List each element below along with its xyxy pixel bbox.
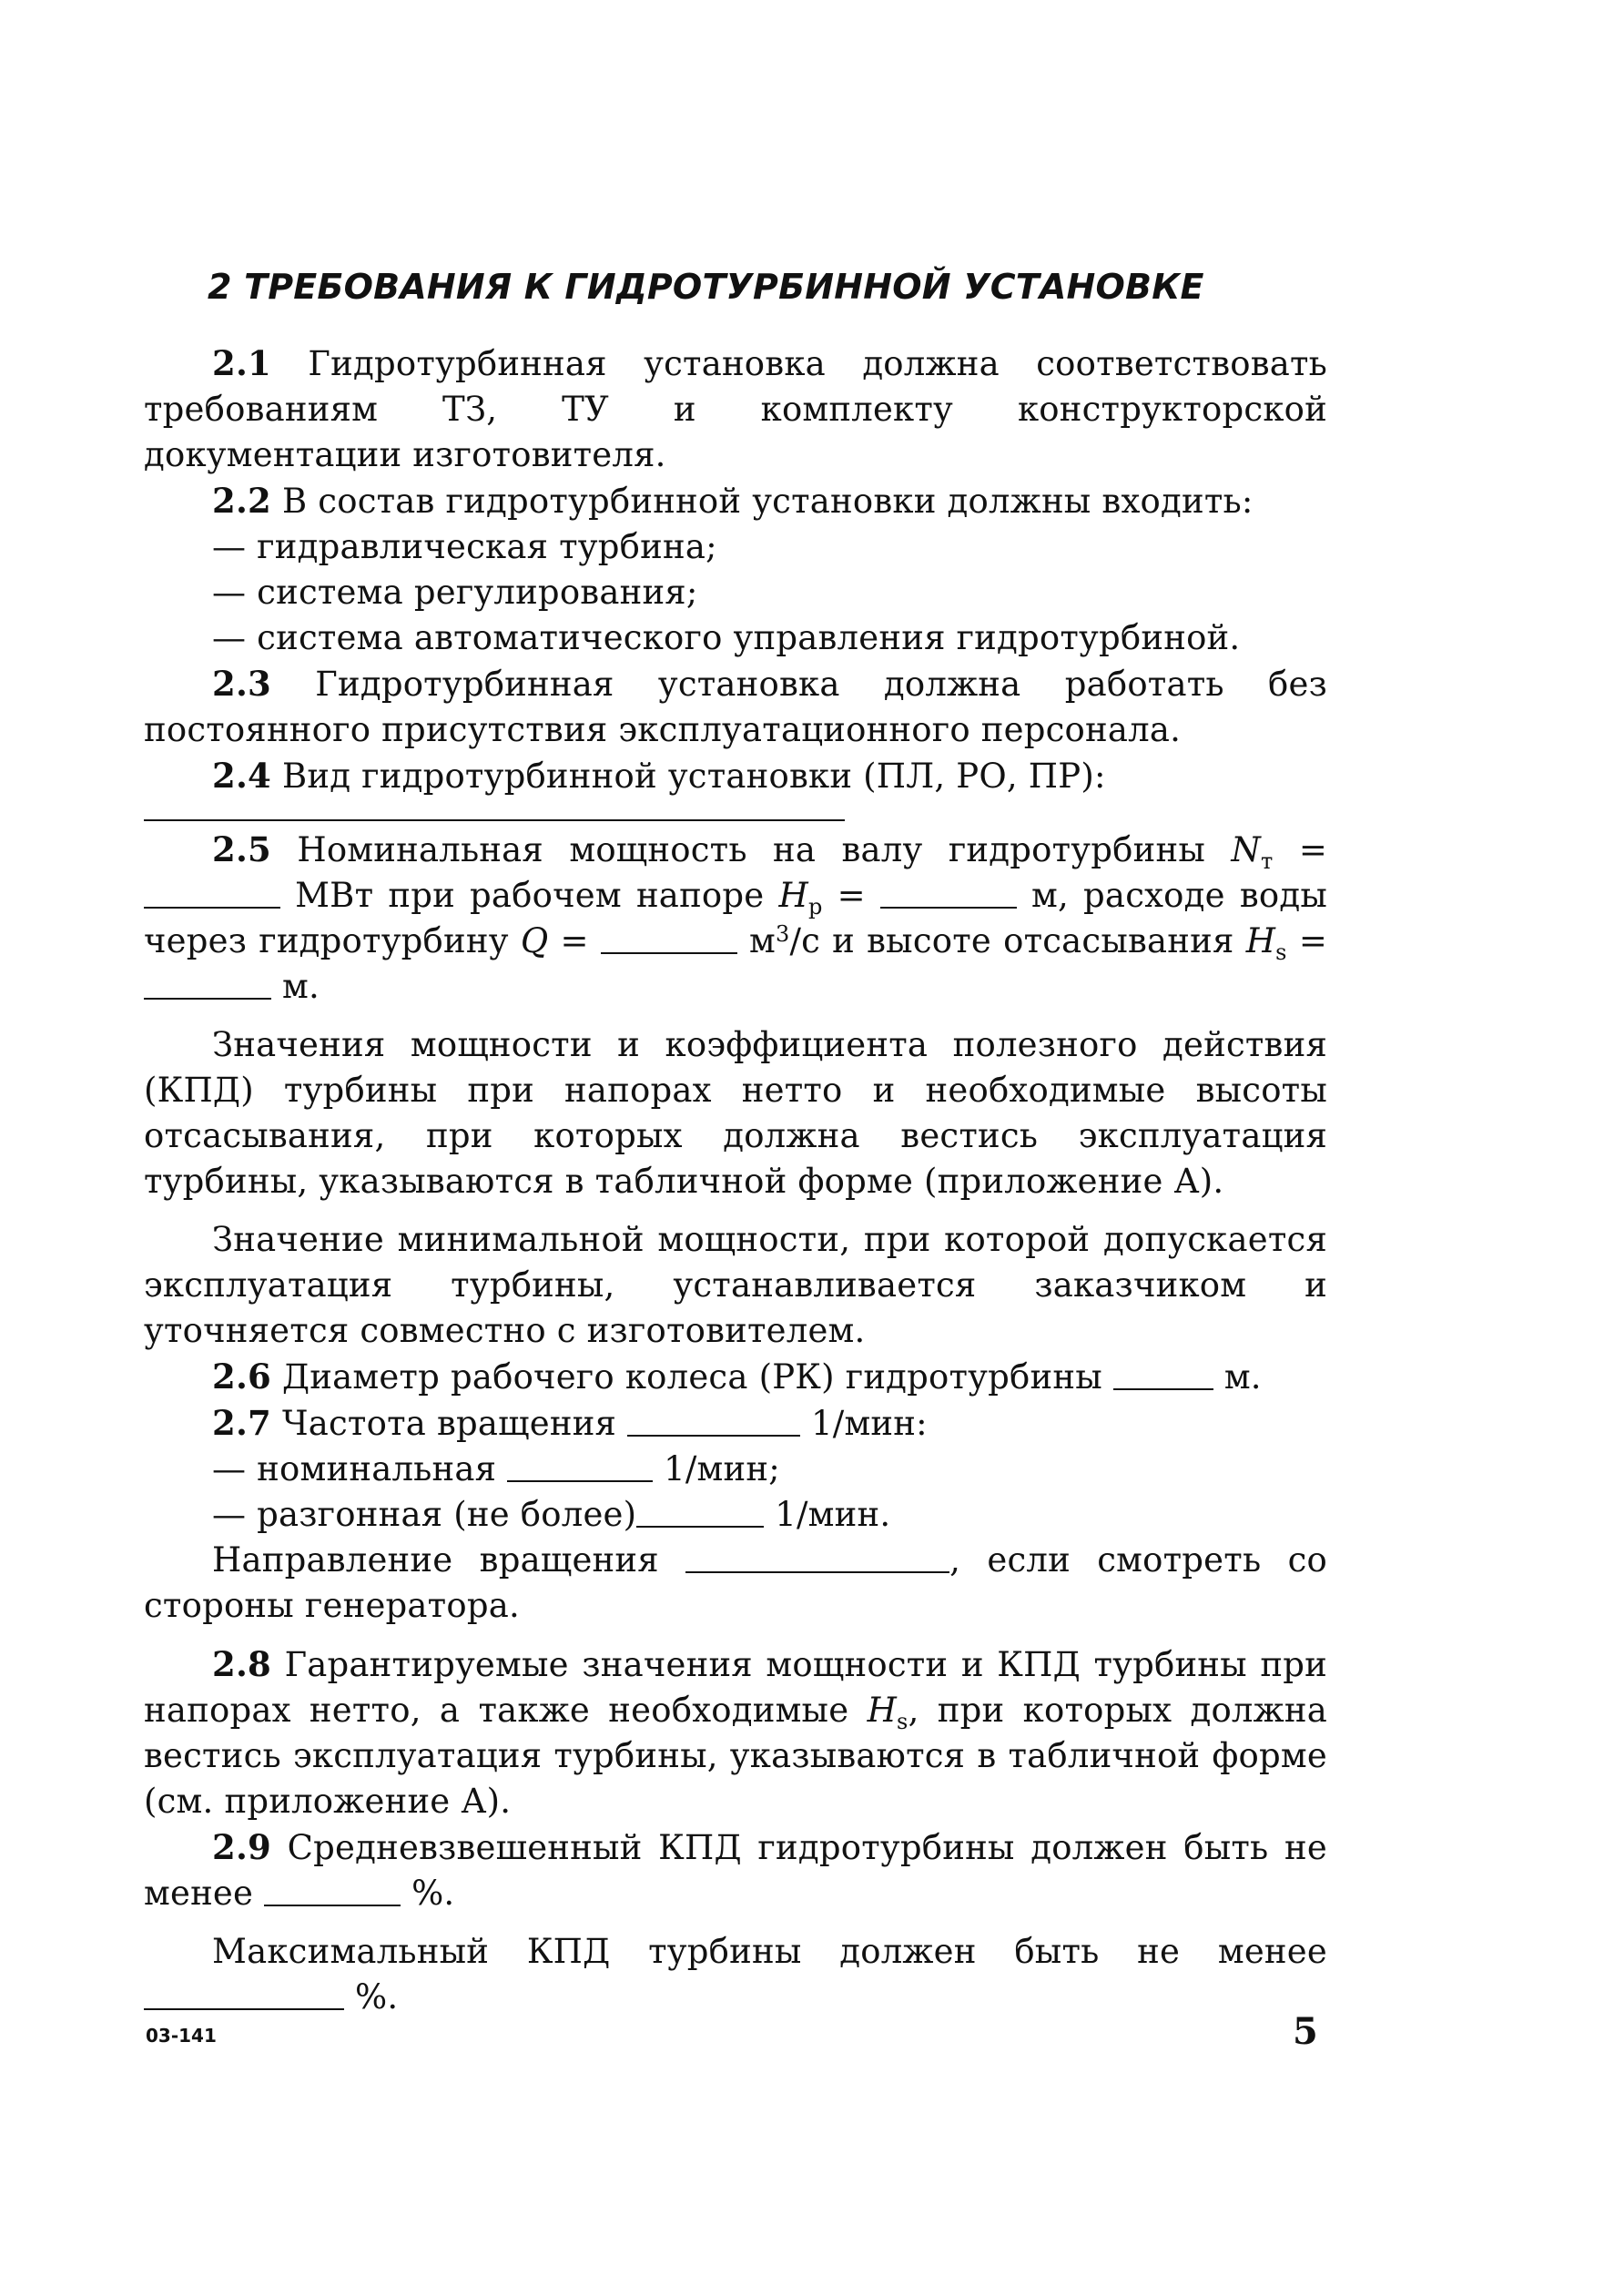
head-subscript: р: [807, 894, 823, 919]
clause-text: , при которых должна вестись эксплуатация турбины, указываются в табличной форме (см. приложение А).: [144, 1691, 1327, 1821]
list-item: [144, 1447, 1327, 1492]
clause-number: 2.7: [212, 1403, 271, 1443]
clause-text: Максимальный КПД турбины должен быть не менее: [212, 1932, 1327, 1971]
clause-2-5: [144, 827, 1327, 1010]
clause-2-2: [144, 478, 1327, 524]
clause-text: Вид гидротурбинной установки (ПЛ, РО, ПР):: [281, 757, 1106, 796]
fill-in-line: [264, 1877, 401, 1906]
clause-text: Диаметр рабочего колеса (РК) гидротурбины: [281, 1357, 1102, 1397]
equals-sign: =: [1298, 921, 1328, 960]
paragraph: Значение минимальной мощности, при которой допускается эксплуатация турбины, устанавливается заказчиком и уточняется совместно с изготовителем.: [144, 1220, 1327, 1350]
clause-text: /с и высоте отсасывания: [789, 921, 1234, 960]
power-subscript: т: [1260, 848, 1274, 874]
clause-2-1: [144, 340, 1327, 478]
unit-text: м.: [281, 967, 320, 1006]
fill-in-line: [1113, 1361, 1213, 1390]
paragraph: [144, 1929, 1327, 2020]
clause-2-6: [144, 1354, 1327, 1400]
clause-text: Гарантируемые значения мощности и КПД турбины при напорах нетто, а также необходимые: [144, 1645, 1328, 1730]
suction-height-symbol: H: [867, 1691, 898, 1730]
fill-in-line: [636, 1498, 764, 1528]
fill-in-line: [880, 879, 1017, 909]
equals-sign: =: [1298, 830, 1328, 869]
list-item: — гидравлическая турбина;: [212, 527, 717, 566]
unit-text: %.: [354, 1977, 399, 2017]
clause-number: 2.3: [212, 664, 271, 704]
fill-in-line: [601, 925, 737, 954]
clause-text: , если смотреть со стороны генератора.: [144, 1540, 1327, 1625]
clause-number: 2.6: [212, 1356, 271, 1397]
fill-in-line: [627, 1407, 800, 1437]
fill-in-line: [507, 1453, 653, 1482]
page-content: [144, 264, 1327, 2020]
fill-in-line: [144, 970, 271, 1000]
clause-text: МВт при рабочем напоре: [295, 876, 765, 915]
clause-text: м, расходе воды через гидротурбину: [144, 876, 1327, 960]
head-symbol: H: [778, 876, 808, 915]
unit-superscript: 3: [775, 921, 790, 947]
clause-2-3: [144, 661, 1327, 753]
fill-in-line: [144, 819, 845, 821]
document-code: 03-141: [146, 2025, 217, 2047]
clause-text: Номинальная мощность на валу гидротурбины: [297, 830, 1205, 869]
section-heading: 2 ТРЕБОВАНИЯ К ГИДРОТУРБИННОЙ УСТАНОВКЕ: [208, 267, 1204, 307]
clause-text: Средневзвешенный КПД гидротурбины должен быть не менее: [144, 1828, 1327, 1913]
suction-height-symbol: H: [1245, 921, 1276, 960]
unit-text: м.: [1223, 1357, 1262, 1397]
clause-text: Направление вращения: [212, 1540, 659, 1580]
clause-2-7: [144, 1400, 1327, 1447]
flow-symbol: Q: [520, 921, 549, 960]
clause-2-8: [144, 1641, 1327, 1824]
list-item-text: — разгонная (не более): [212, 1495, 637, 1534]
clause-text: В состав гидротурбинной установки должны входить:: [281, 482, 1254, 521]
clause-number: 2.1: [212, 343, 271, 383]
clause-text: Гидротурбинная установка должна работать без постоянного присутствия эксплуатационного персонала.: [144, 665, 1327, 749]
clause-2-9: [144, 1824, 1327, 1916]
fill-in-line: [144, 879, 280, 909]
unit-text: 1/мин:: [811, 1404, 928, 1443]
unit-text: м: [748, 921, 776, 960]
list-item: [144, 1492, 1327, 1538]
clause-number: 2.2: [212, 481, 271, 521]
fill-in-line: [144, 1981, 344, 2010]
clause-text: Частота вращения: [281, 1404, 617, 1443]
unit-text: 1/мин;: [664, 1449, 780, 1488]
list-item: — система регулирования;: [212, 573, 698, 612]
suction-height-subscript: s: [1275, 940, 1287, 965]
equals-sign: =: [837, 876, 866, 915]
clause-number: 2.5: [212, 829, 271, 869]
suction-height-subscript: s: [897, 1709, 909, 1734]
unit-text: 1/мин.: [775, 1495, 891, 1534]
paragraph: Значения мощности и коэффициента полезного действия (КПД) турбины при напорах нетто и необходимые высоты отсасывания, при которых должна вестись эксплуатация турбины, указываются в табличной форме (приложение А).: [144, 1025, 1327, 1201]
fill-in-line: [685, 1544, 949, 1573]
list-item-text: — номинальная: [212, 1449, 497, 1488]
equals-sign: =: [560, 921, 589, 960]
unit-text: %.: [411, 1874, 455, 1913]
list-item: — система автоматического управления гидротурбиной.: [212, 618, 1241, 657]
paragraph: [144, 1538, 1327, 1629]
page-number: 5: [1293, 2010, 1318, 2053]
power-symbol: N: [1231, 830, 1261, 869]
clause-number: 2.4: [212, 756, 271, 796]
clause-number: 2.9: [212, 1827, 271, 1867]
clause-number: 2.8: [212, 1644, 271, 1684]
clause-2-4: [144, 753, 1327, 799]
clause-text: Гидротурбинная установка должна соответствовать требованиям ТЗ, ТУ и комплекту конструкторской документации изготовителя.: [144, 344, 1328, 474]
